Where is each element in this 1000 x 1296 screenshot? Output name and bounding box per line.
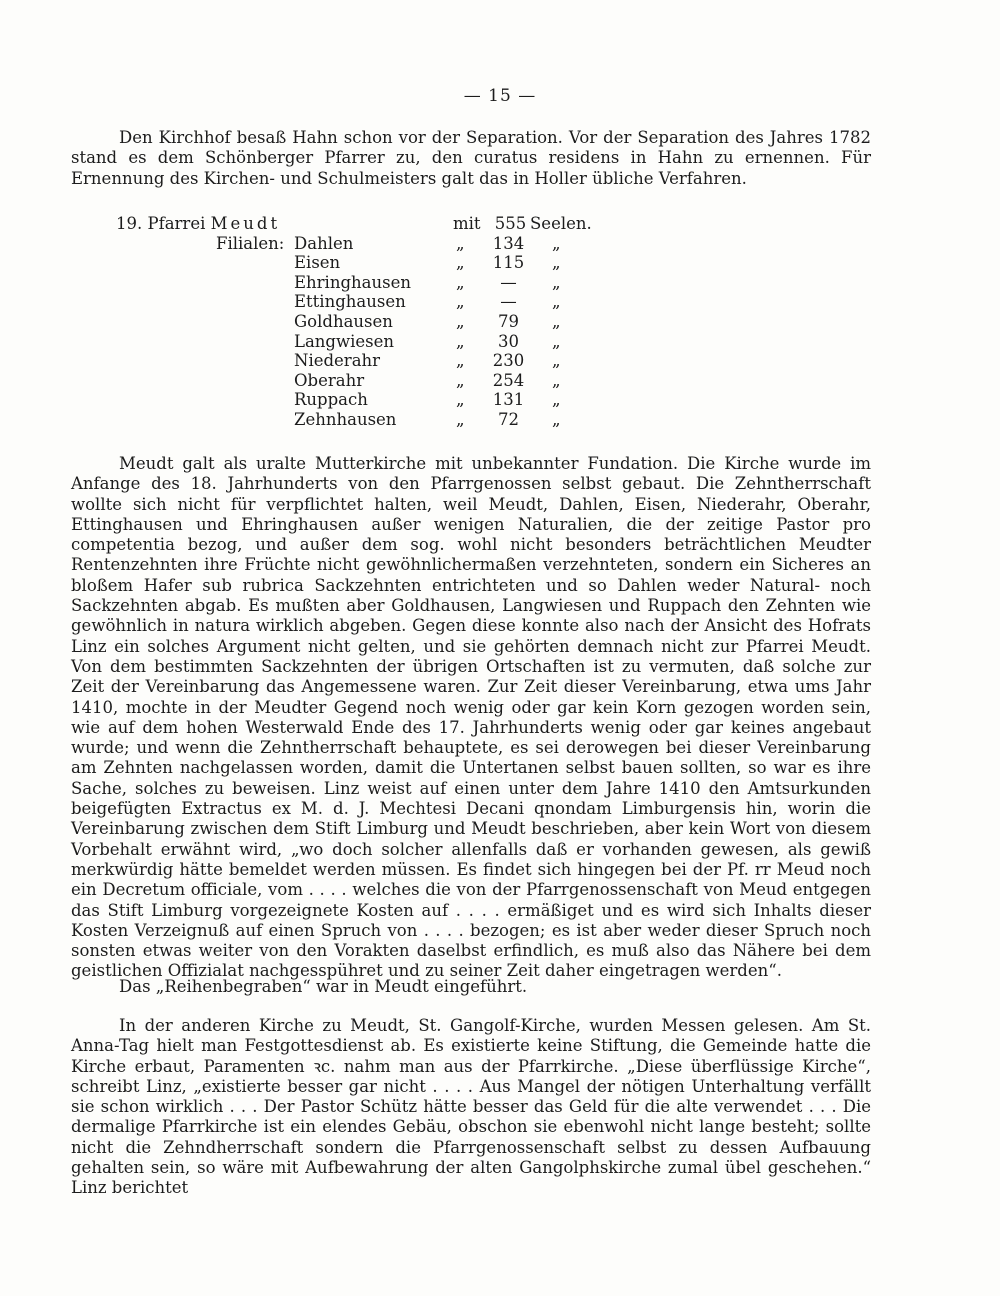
meudt-paragraph: Meudt galt als uralte Mutterkirche mit unbekannter Fundation. Die Kirche wurde im Anfange des 18. Jahrhunderts von den Pfarrgenossen selbst gebaut. Die Zehntherrschaft wollte sich nicht für verpflichtet halten, weil Meudt, Dahlen, Eisen, Niederahr, Oberahr, Ettinghausen und Ehringhausen außer wenigen Naturalien, die der zeitige Pastor pro competentia bezog, und außer dem sog. wohl nicht besonders beträchtlichen Meudter Rentenzehnten ihre Früchte nicht gewöhnlichermaßen verzehnteten, sondern ein Sicheres an bloßem Hafer sub rubrica Sackzehnten entrichteten und so Dahlen weder Natural- noch Sackzehnten abgab. Es mußten aber Goldhausen, Langwiesen und Ruppach den Zehnten wie gewöhnlich in natura wirklich abgeben. Gegen diese konnte also nach der Ansicht des Hofrats Linz ein solches Argument nicht gelten, und sie gehörten demnach nicht zur Pfarrei Meudt. Von dem bestimmten Sackzehnten der übrigen Ortschaften ist zu vermuten, daß solche zur Zeit der Vereinbarung das Angemessene waren. Zur Zeit dieser Vereinbarung, etwa ums Jahr 1410, mochte in der Meudter Gegend noch wenig oder gar kein Korn gezogen worden sein, wie auf dem hohen Westerwald Ende des 17. Jahrhunderts wenig oder gar keines angebaut wurde; und wenn die Zehntherrschaft behauptete, es sei derowegen bei dieser Vereinbarung am Zehnten nachgelassen worden, damit die Untertanen selbst bauen sollten, so war es ihre Sache, solches zu beweisen. Linz weist auf einen unter dem Jahre 1410 den Amtsurkunden beigefügten Extractus ex M. d. J. Mechtesi Decani qnondam Limburgensis hin, worin die Vereinbarung zwischen dem Stift Limburg und Meudt beschrieben, aber kein Wort von diesem Vorbehalt erwähnt wird, „wo doch solcher allenfalls daß er vorhanden gewesen, als gewiß merkwürdig hätte bemeldet werden müssen. Es findet sich hingegen bei der Pf. rr Meud noch ein Decretum officiale, vom . . . . welches die von der Pfarrgenossenschaft von Meud entgegen das Stift Limburg vorgezeignete Kosten auf . . . . ermäßiget und es wird sich Inhalts dieser Kosten Verzeignuß auf einen Spruch von . . . . bezogen; es ist aber weder dieser Spruch noch sonsten etwas weiter von den Vorakten daselbst erfindlich, es muß also das Nähere bei dem geistlichen Offizialat nachgesspühret und zu seiner Zeit daher eingetragen werden“. — [71, 454, 871, 981]
branch-list — [116, 234, 716, 430]
ditto-mark: „ — [456, 272, 465, 292]
ditto-mark: „ — [552, 390, 561, 410]
ditto-mark: „ — [456, 292, 465, 312]
branch-row — [116, 292, 716, 312]
intro-paragraph: Den Kirchhof besaß Hahn schon vor der Separation. Vor der Separation des Jahres 1782 stand es dem Schönberger Pfarrer zu, den curatus residens in Hahn zu ernennen. Für Ernennung des Kirchen- und Schulmeisters galt das in Holler übliche Verfahren. — [71, 128, 871, 188]
ditto-mark: „ — [552, 292, 561, 312]
ditto-mark: „ — [456, 351, 465, 371]
ditto-mark: „ — [552, 331, 561, 351]
anna-paragraph: In der anderen Kirche zu Meudt, St. Gangolf-Kirche, wurden Messen gelesen. Am St. Anna-Tag hielt man Festgottesdienst ab. Es existierte keine Stiftung, die Gemeinde hatte die Kirche erbaut, Paramenten ꝛc. nahm man aus der Pfarrkirche. „Diese überflüssige Kirche“, schreibt Linz, „existierte besser gar nicht . . . . Aus Mangel der nötigen Unterhaltung verfällt sie schon wirklich . . . Der Pastor Schütz hätte besser das Geld für die alte verwendet . . . Die dermalige Pfarrkirche ist ein elendes Gebäu, obschon sie ebenwohl nicht lange besteht; sollte nicht die Zehndherrschaft sondern die Pfarrgenossenschaft selbst zu dessen Aufbauung gehalten sein, so wäre mit Aufbewahrung der alten Gangolphskirche zumal übel geschehen.“ Linz berichtet — [71, 1016, 871, 1198]
ditto-mark: „ — [456, 253, 465, 273]
branch-name: Niederahr — [294, 351, 381, 371]
ditto-mark: „ — [456, 409, 465, 429]
reihen-paragraph: Das „Reihenbegraben“ war in Meudt eingeführt. — [119, 977, 528, 996]
branch-souls: 30 — [498, 331, 519, 351]
parish-label: Pfarrei — [147, 214, 206, 233]
branch-row — [116, 253, 716, 273]
filialen-label: Filialen: — [216, 233, 285, 253]
branch-souls: 230 — [492, 351, 525, 371]
branch-row — [116, 234, 716, 254]
branch-name: Ehringhausen — [294, 272, 411, 292]
branch-row — [116, 273, 716, 293]
branch-name: Langwiesen — [294, 331, 395, 351]
branch-row — [116, 351, 716, 371]
ditto-mark: „ — [552, 351, 561, 371]
branch-row — [116, 371, 716, 391]
branch-name: Eisen — [294, 253, 341, 273]
ditto-mark: „ — [552, 253, 561, 273]
ditto-mark: „ — [552, 409, 561, 429]
page-number: — 15 — — [463, 86, 537, 106]
branch-row — [116, 410, 716, 430]
parish-table — [116, 214, 716, 430]
ditto-mark: „ — [552, 272, 561, 292]
branch-name: Ettinghausen — [294, 292, 406, 312]
ditto-mark: „ — [456, 390, 465, 410]
branch-row — [116, 332, 716, 352]
ditto-mark: „ — [456, 370, 465, 390]
branch-souls: 134 — [492, 233, 525, 253]
branch-name: Dahlen — [294, 233, 354, 253]
ditto-mark: „ — [456, 311, 465, 331]
branch-souls: 72 — [498, 409, 519, 429]
branch-name: Ruppach — [294, 390, 368, 410]
branch-souls: — — [500, 292, 517, 312]
parish-mit-label: mit — [453, 214, 481, 233]
parish-souls: 555 — [494, 214, 527, 233]
branch-souls: — — [500, 272, 517, 292]
branch-name: Oberahr — [294, 370, 365, 390]
branch-name: Zehnhausen — [294, 409, 397, 429]
parish-title — [116, 214, 280, 234]
branch-row — [116, 390, 716, 410]
parish-name: Meudt — [210, 214, 281, 233]
parish-number: 19. — [116, 214, 143, 233]
ditto-mark: „ — [552, 233, 561, 253]
parish-souls-label: Seelen. — [530, 214, 592, 233]
branch-souls: 79 — [498, 311, 519, 331]
branch-souls: 131 — [492, 390, 525, 410]
ditto-mark: „ — [456, 233, 465, 253]
parish-header-row — [116, 214, 716, 234]
branch-souls: 115 — [492, 253, 525, 273]
ditto-mark: „ — [456, 331, 465, 351]
ditto-mark: „ — [552, 311, 561, 331]
branch-row — [116, 312, 716, 332]
branch-souls: 254 — [492, 370, 525, 390]
branch-name: Goldhausen — [294, 311, 393, 331]
ditto-mark: „ — [552, 370, 561, 390]
